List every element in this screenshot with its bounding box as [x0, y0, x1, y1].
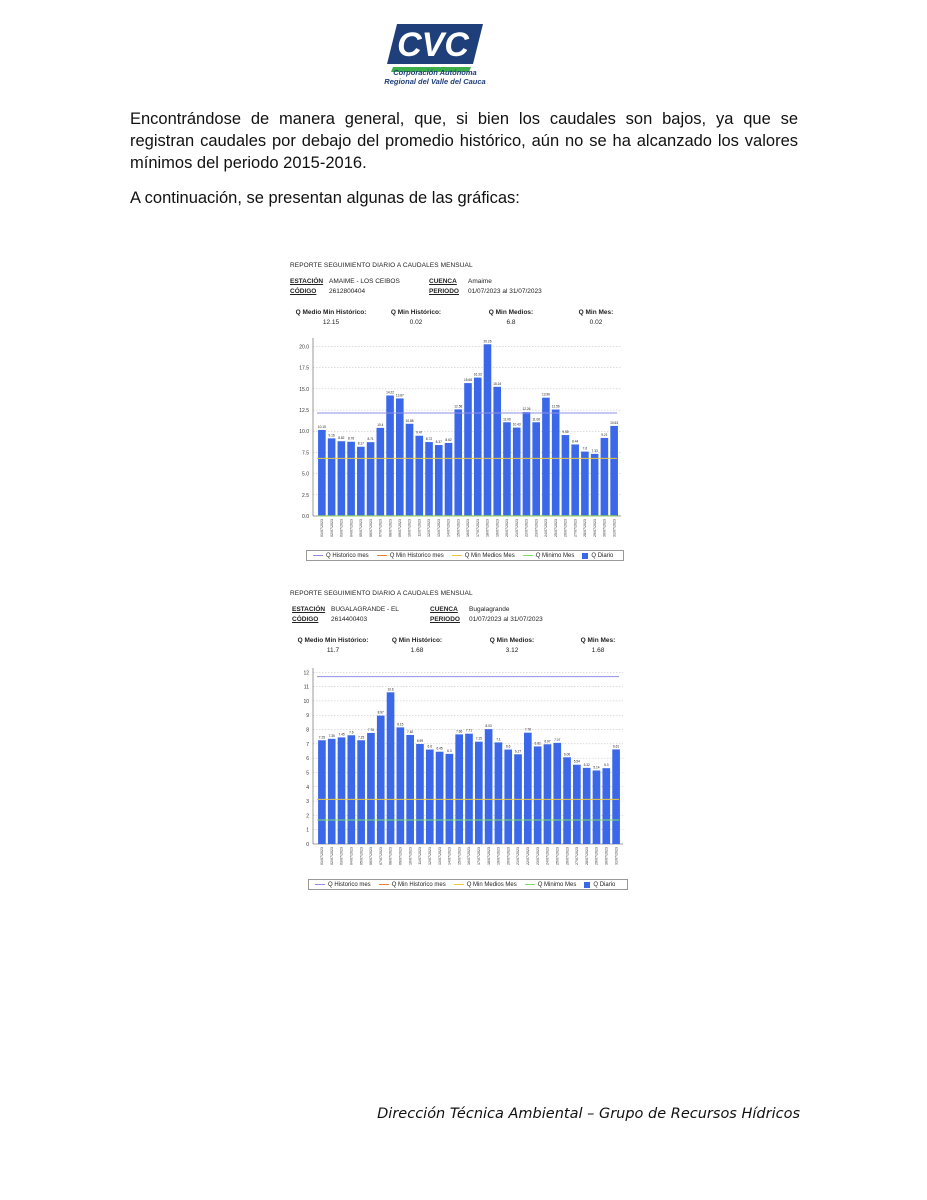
bar-value-label: 5.54	[573, 759, 580, 764]
x-tick-label: 23/07/2023	[535, 847, 540, 865]
bar-value-label: 6.27	[514, 749, 522, 754]
y-tick-label: 8	[306, 727, 309, 734]
legend-diario: Q Diario	[591, 552, 614, 559]
bar-value-label: 7.6	[349, 730, 354, 735]
bar	[328, 438, 336, 516]
bar-value-label: 8.44	[572, 439, 579, 444]
bar-value-label: 20.26	[483, 339, 492, 344]
estacion-label: ESTACIÓN	[292, 606, 326, 613]
legend-minimo: Q Minimo Mes	[535, 552, 575, 559]
bar-value-label: 8.17	[357, 441, 364, 446]
estacion-label: ESTACIÓN	[290, 278, 324, 285]
bar	[583, 768, 591, 844]
bar-value-label: 7.1	[496, 737, 501, 742]
x-tick-label: 12/07/2023	[427, 847, 432, 865]
codigo-value: 2612800404	[329, 288, 366, 295]
legend-min-historico: Q Min Historico mes	[389, 552, 444, 559]
logo-line-1: Corporación Autónoma	[393, 68, 477, 77]
summary-label-2: Q Min Histórico:	[390, 309, 442, 316]
y-tick-label: 10.0	[299, 429, 309, 436]
bar-value-label: 10.4	[377, 422, 384, 427]
x-tick-label: 21/07/2023	[514, 519, 519, 537]
bar	[563, 757, 571, 844]
y-tick-label: 4	[306, 784, 309, 791]
x-tick-label: 05/07/2023	[359, 847, 364, 865]
bar	[581, 452, 589, 516]
y-tick-label: 0.0	[302, 514, 309, 520]
bar	[357, 740, 365, 844]
summary-value-4: 0.02	[589, 319, 603, 326]
bar-value-label: 16.33	[473, 372, 482, 377]
bar-value-label: 7.25	[318, 735, 326, 740]
bar-value-label: 8.71	[367, 437, 374, 442]
min-historico-line-swatch	[379, 884, 389, 885]
bar	[602, 768, 610, 844]
bar-value-label: 9.47	[416, 430, 423, 435]
x-tick-label: 08/07/2023	[388, 847, 393, 865]
y-tick-label: 1	[306, 827, 309, 834]
y-tick-label: 7	[306, 741, 309, 748]
y-tick-label: 2	[306, 813, 309, 820]
paragraph-2: A continuación, se presentan algunas de las gráficas:	[130, 189, 520, 207]
cuenca-value: Bugalagrande	[469, 606, 510, 613]
x-tick-label: 12/07/2023	[427, 519, 432, 537]
chart-legend	[308, 879, 628, 890]
page-footer: Dirección Técnica Ambiental – Grupo de Recursos Hídricos	[377, 1106, 800, 1122]
bar	[474, 378, 482, 516]
x-tick-label: 10/07/2023	[407, 519, 412, 537]
x-tick-label: 28/07/2023	[583, 519, 588, 537]
bar	[571, 444, 579, 516]
bar-value-label: 11.06	[503, 417, 511, 422]
summary-label-1: Q Medio Min Histórico:	[295, 309, 367, 316]
bar	[532, 422, 540, 516]
bar-value-label: 13.87	[395, 393, 404, 398]
x-tick-label: 03/07/2023	[339, 847, 344, 865]
summary-value-2: 0.02	[409, 319, 423, 326]
bar-value-label: 5.32	[583, 762, 590, 767]
bar-value-label: 5.3	[604, 763, 609, 768]
x-tick-label: 02/07/2023	[329, 519, 334, 537]
y-tick-label: 10	[303, 698, 309, 705]
cuenca-label: CUENCA	[430, 606, 458, 613]
bar-value-label: 6.6	[506, 744, 511, 749]
bar	[523, 412, 531, 516]
x-tick-label: 08/07/2023	[388, 519, 393, 537]
bar	[612, 749, 620, 844]
x-tick-label: 05/07/2023	[359, 519, 364, 537]
x-tick-label: 24/07/2023	[545, 847, 550, 865]
bar	[513, 428, 521, 516]
legend-historico: Q Historico mes	[328, 881, 371, 888]
bar-value-label: 8.72	[425, 437, 433, 442]
bar-value-label: 9.21	[601, 432, 608, 437]
bar-value-label: 7.15	[475, 736, 482, 741]
bar	[495, 742, 503, 844]
legend-minimo: Q Minimo Mes	[537, 881, 577, 888]
y-tick-label: 15.0	[299, 386, 309, 393]
x-tick-label: 17/07/2023	[475, 519, 480, 537]
y-tick-label: 9	[306, 713, 309, 720]
report-title: REPORTE SEGUIMIENTO DIARIO A CAUDALES MENSUAL	[290, 262, 473, 269]
x-tick-label: 27/07/2023	[573, 519, 578, 537]
x-tick-label: 13/07/2023	[436, 519, 441, 537]
min-medios-line-swatch	[452, 555, 462, 556]
bar	[455, 734, 463, 844]
x-tick-label: 04/07/2023	[349, 519, 354, 537]
bar	[484, 344, 492, 516]
x-tick-label: 26/07/2023	[565, 847, 570, 865]
cvc-logo	[383, 20, 487, 98]
bar-value-label: 10.6	[387, 687, 394, 692]
bar	[553, 743, 561, 844]
x-tick-label: 22/07/2023	[526, 847, 531, 865]
x-tick-label: 01/07/2023	[320, 519, 325, 537]
y-tick-label: 12	[303, 670, 309, 677]
bar	[377, 428, 385, 516]
x-tick-label: 22/07/2023	[524, 519, 529, 537]
bar	[338, 441, 346, 516]
logo-acronym: CVC	[397, 26, 469, 64]
bar-value-label: 6.06	[563, 752, 571, 757]
bar	[445, 443, 453, 516]
x-tick-label: 07/07/2023	[378, 847, 383, 865]
bar-chart-bugalagrande	[283, 662, 633, 878]
codigo-label: CÓDIGO	[292, 616, 319, 623]
bar-value-label: 10.43	[512, 422, 521, 427]
bar	[435, 445, 443, 516]
x-tick-label: 03/07/2023	[339, 519, 344, 537]
report-title: REPORTE SEGUIMIENTO DIARIO A CAUDALES MENSUAL	[290, 590, 473, 597]
historico-line-swatch	[313, 555, 323, 556]
bar-value-label: 6.99	[416, 738, 424, 743]
bar-value-label: 6.45	[436, 746, 443, 751]
x-tick-label: 01/07/2023	[320, 847, 325, 865]
x-tick-label: 19/07/2023	[496, 847, 501, 865]
bar	[377, 716, 385, 844]
legend-historico: Q Historico mes	[326, 552, 369, 559]
bar-value-label: 7.35	[328, 733, 335, 738]
bar	[524, 733, 532, 844]
bar-value-label: 8.76	[347, 436, 355, 441]
bar	[426, 750, 434, 844]
cuenca-value: Amaime	[468, 278, 492, 285]
bar	[367, 733, 375, 844]
chart-legend	[306, 550, 624, 561]
y-tick-label: 5	[306, 770, 309, 777]
bar-value-label: 8.15	[397, 722, 404, 727]
bar	[485, 729, 493, 844]
bar	[425, 442, 433, 516]
bar-value-label: 7.62	[407, 729, 414, 734]
bar	[406, 735, 414, 844]
y-tick-label: 0	[306, 842, 309, 848]
bar-value-label: 14.22	[386, 390, 395, 395]
bar-value-label: 8.97	[377, 710, 384, 715]
x-tick-label: 29/07/2023	[594, 847, 599, 865]
bar-value-label: 6.61	[612, 744, 620, 749]
bar	[573, 765, 581, 844]
x-tick-label: 02/07/2023	[329, 847, 334, 865]
x-tick-label: 17/07/2023	[477, 847, 482, 865]
bar-value-label: 10.63	[610, 420, 619, 425]
x-tick-label: 07/07/2023	[378, 519, 383, 537]
x-tick-label: 16/07/2023	[467, 847, 472, 865]
bar	[347, 735, 355, 844]
bar	[562, 435, 570, 516]
bar	[464, 383, 472, 516]
report-amaime	[283, 258, 628, 566]
min-medios-line-swatch	[454, 884, 464, 885]
bar	[436, 752, 444, 844]
bar	[552, 410, 560, 516]
historico-line-swatch	[315, 884, 325, 885]
legend-min-medios: Q Min Medios Mes	[464, 552, 515, 559]
minimo-line-swatch	[525, 884, 535, 885]
summary-label-4: Q Min Mes:	[578, 309, 614, 316]
bar-value-label: 7.6	[582, 446, 588, 451]
min-historico-line-swatch	[377, 555, 387, 556]
bar-value-label: 12.58	[454, 404, 463, 409]
x-tick-label: 14/07/2023	[447, 847, 452, 865]
bar-value-label: 10.15	[317, 424, 326, 429]
bar-value-label: 7.71	[465, 728, 473, 733]
summary-label-4: Q Min Mes:	[580, 637, 616, 644]
x-tick-label: 11/07/2023	[417, 519, 422, 537]
x-tick-label: 31/07/2023	[614, 847, 619, 865]
y-tick-label: 2.5	[302, 492, 309, 499]
x-tick-label: 04/07/2023	[349, 847, 354, 865]
cuenca-label: CUENCA	[429, 278, 457, 285]
y-tick-label: 3	[306, 799, 309, 806]
bar	[610, 426, 618, 516]
x-tick-label: 10/07/2023	[408, 847, 413, 865]
bar	[503, 422, 511, 516]
bar-value-label: 8.03	[485, 724, 492, 729]
x-tick-label: 29/07/2023	[592, 519, 597, 537]
bar-value-label: 6.6	[427, 744, 432, 749]
x-tick-label: 09/07/2023	[398, 847, 403, 865]
estacion-value: AMAIME - LOS CEIBOS	[329, 278, 400, 285]
x-tick-label: 06/07/2023	[368, 519, 373, 537]
logo-caption	[383, 68, 487, 86]
bar-value-label: 12.26	[522, 407, 531, 412]
bar	[386, 395, 394, 516]
x-tick-label: 21/07/2023	[516, 847, 521, 865]
bar	[338, 737, 346, 844]
bar	[542, 398, 550, 516]
periodo-label: PERIODO	[429, 288, 459, 295]
bar	[534, 746, 542, 844]
summary-value-3: 6.8	[506, 319, 516, 326]
codigo-label: CÓDIGO	[290, 288, 317, 295]
bar-value-label: 13.96	[541, 392, 550, 397]
minimo-line-swatch	[523, 555, 533, 556]
bar-value-label: 8.37	[435, 440, 442, 445]
codigo-value: 2614400403	[331, 616, 368, 623]
bar	[406, 424, 414, 516]
legend-min-historico: Q Min Historico mes	[391, 881, 446, 888]
x-tick-label: 30/07/2023	[602, 519, 607, 537]
x-tick-label: 09/07/2023	[398, 519, 403, 537]
x-tick-label: 15/07/2023	[457, 847, 462, 865]
bar-value-label: 6.97	[544, 739, 551, 744]
x-tick-label: 13/07/2023	[437, 847, 442, 865]
bar	[367, 442, 375, 516]
periodo-value: 01/07/2023 al 31/07/2023	[469, 616, 543, 623]
summary-label-2: Q Min Histórico:	[391, 637, 443, 644]
bar-value-label: 7.76	[367, 727, 375, 732]
x-tick-label: 23/07/2023	[534, 519, 539, 537]
summary-value-2: 1.68	[410, 647, 424, 654]
bar-value-label: 5.14	[593, 765, 600, 770]
bar-value-label: 7.33	[591, 448, 598, 453]
x-tick-label: 16/07/2023	[466, 519, 471, 537]
bar-value-label: 7.07	[554, 737, 561, 742]
summary-value-4: 1.68	[591, 647, 605, 654]
bar-value-label: 8.82	[338, 436, 345, 441]
bar-value-label: 7.45	[338, 732, 345, 737]
bar	[387, 692, 395, 844]
bar-chart-amaime	[283, 332, 628, 548]
x-tick-label: 25/07/2023	[555, 847, 560, 865]
x-tick-label: 24/07/2023	[544, 519, 549, 537]
y-tick-label: 11	[303, 684, 309, 691]
bar	[396, 398, 404, 516]
bar-value-label: 9.55	[562, 430, 569, 435]
x-tick-label: 27/07/2023	[575, 847, 580, 865]
x-tick-label: 20/07/2023	[505, 519, 510, 537]
bar	[465, 734, 473, 844]
bar-value-label: 8.62	[445, 437, 452, 442]
y-tick-label: 7.5	[302, 450, 309, 457]
summary-label-3: Q Min Medios:	[488, 309, 534, 316]
report-bugalagrande	[283, 586, 633, 896]
x-tick-label: 25/07/2023	[553, 519, 558, 537]
bar	[318, 740, 326, 844]
legend-min-medios: Q Min Medios Mes	[466, 881, 517, 888]
bar	[347, 442, 355, 516]
bar-value-label: 6.3	[447, 748, 452, 753]
y-tick-label: 12.5	[299, 408, 309, 415]
x-tick-label: 28/07/2023	[584, 847, 589, 865]
bar	[475, 742, 483, 844]
x-tick-label: 31/07/2023	[612, 519, 617, 537]
x-tick-label: 26/07/2023	[563, 519, 568, 537]
bar	[493, 387, 501, 516]
bar-value-label: 7.66	[456, 729, 463, 734]
legend-diario: Q Diario	[593, 881, 616, 888]
bar	[357, 447, 365, 516]
summary-label-1: Q Medio Min Histórico:	[297, 637, 369, 644]
x-tick-label: 19/07/2023	[495, 519, 500, 537]
periodo-label: PERIODO	[430, 616, 460, 623]
bar-value-label: 7.78	[524, 727, 531, 732]
logo-line-2: Regional del Valle del Cauca	[384, 77, 486, 86]
summary-label-3: Q Min Medios:	[489, 637, 535, 644]
diario-bar-swatch	[584, 882, 590, 888]
y-tick-label: 17.5	[299, 365, 309, 372]
paragraph-1: Encontrándose de manera general, que, si bien los caudales son bajos, ya que se registran caudales por debajo del promedio histórico, aún no se ha alcanzado los valores mínimos del periodo 2015-2016.	[130, 110, 798, 172]
bar	[318, 430, 326, 516]
summary-value-3: 3.12	[505, 647, 519, 654]
bar-value-label: 9.16	[328, 433, 335, 438]
y-tick-label: 5.0	[302, 471, 309, 478]
x-tick-label: 14/07/2023	[446, 519, 451, 537]
x-tick-label: 30/07/2023	[604, 847, 609, 865]
bar-value-label: 10.88	[405, 418, 414, 423]
bar-value-label: 15.68	[464, 378, 472, 383]
x-tick-label: 20/07/2023	[506, 847, 511, 865]
x-tick-label: 06/07/2023	[369, 847, 374, 865]
y-tick-label: 6	[306, 756, 309, 763]
estacion-value: BUGALAGRANDE - EL	[331, 606, 399, 613]
bar	[601, 438, 609, 516]
bar	[328, 739, 336, 844]
x-tick-label: 18/07/2023	[486, 847, 491, 865]
periodo-value: 01/07/2023 al 31/07/2023	[468, 288, 542, 295]
bar	[544, 744, 552, 844]
y-tick-label: 20.0	[299, 344, 309, 351]
x-tick-label: 18/07/2023	[485, 519, 490, 537]
bar-value-label: 15.24	[493, 381, 502, 386]
x-tick-label: 11/07/2023	[418, 847, 423, 865]
summary-value-1: 12.15	[322, 319, 340, 326]
bar-value-label: 11.06	[532, 417, 541, 422]
x-tick-label: 15/07/2023	[456, 519, 461, 537]
bar	[593, 770, 601, 844]
bar	[454, 409, 462, 516]
bar-value-label: 12.56	[551, 404, 560, 409]
bar	[591, 454, 599, 516]
bar-value-label: 6.82	[534, 741, 541, 746]
bar	[416, 744, 424, 844]
diario-bar-swatch	[582, 553, 588, 559]
summary-value-1: 11.7	[326, 647, 340, 654]
bar	[415, 436, 423, 516]
bar-value-label: 7.25	[358, 735, 365, 740]
bar	[504, 750, 512, 844]
bar	[397, 727, 405, 844]
